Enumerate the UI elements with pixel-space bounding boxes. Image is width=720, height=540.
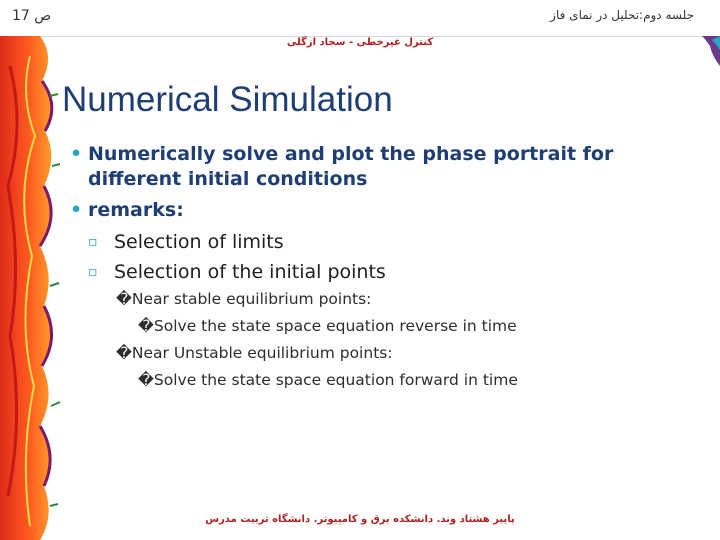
- fractal-decoration: [0, 36, 62, 540]
- corner-decoration: [702, 36, 720, 66]
- detail-item: �Solve the state space equation forward in time: [138, 371, 518, 389]
- detail-item: �Near Unstable equilibrium points:: [116, 344, 393, 362]
- session-title: جلسه دوم:تحلیل در نمای فاز: [550, 8, 694, 22]
- bullet-list: [66, 142, 706, 394]
- slide-header: [0, 0, 720, 37]
- circle-bullet-icon: •: [70, 143, 83, 165]
- square-bullet-icon: ▫: [88, 264, 98, 280]
- slide-title: Numerical Simulation: [62, 80, 393, 119]
- course-subtitle: کنترل غیرخطی - سجاد ازگلی: [286, 37, 434, 48]
- page-number: ص 17: [12, 8, 52, 24]
- detail-item: �Near stable equilibrium points:: [116, 290, 372, 308]
- bullet-text: Numerically solve and plot the phase portrait for different initial conditions: [88, 143, 614, 190]
- slide-footer: پاییز هشتاد وند. دانشکده برق و کامپیوتر. دانشگاه تربیت مدرس: [205, 514, 515, 525]
- circle-bullet-icon: •: [70, 199, 83, 221]
- sub-bullet-item: [66, 259, 706, 286]
- bullet-item: [66, 198, 706, 223]
- sub-bullet-item: [66, 229, 706, 256]
- square-bullet-icon: ▫: [88, 234, 98, 250]
- detail-item: �Solve the state space equation reverse in time: [138, 317, 517, 335]
- sub-bullet-text: Selection of the initial points: [114, 261, 386, 283]
- bullet-item: [66, 142, 706, 192]
- sub-bullet-text: Selection of limits: [114, 231, 284, 253]
- bullet-text: remarks:: [88, 199, 184, 221]
